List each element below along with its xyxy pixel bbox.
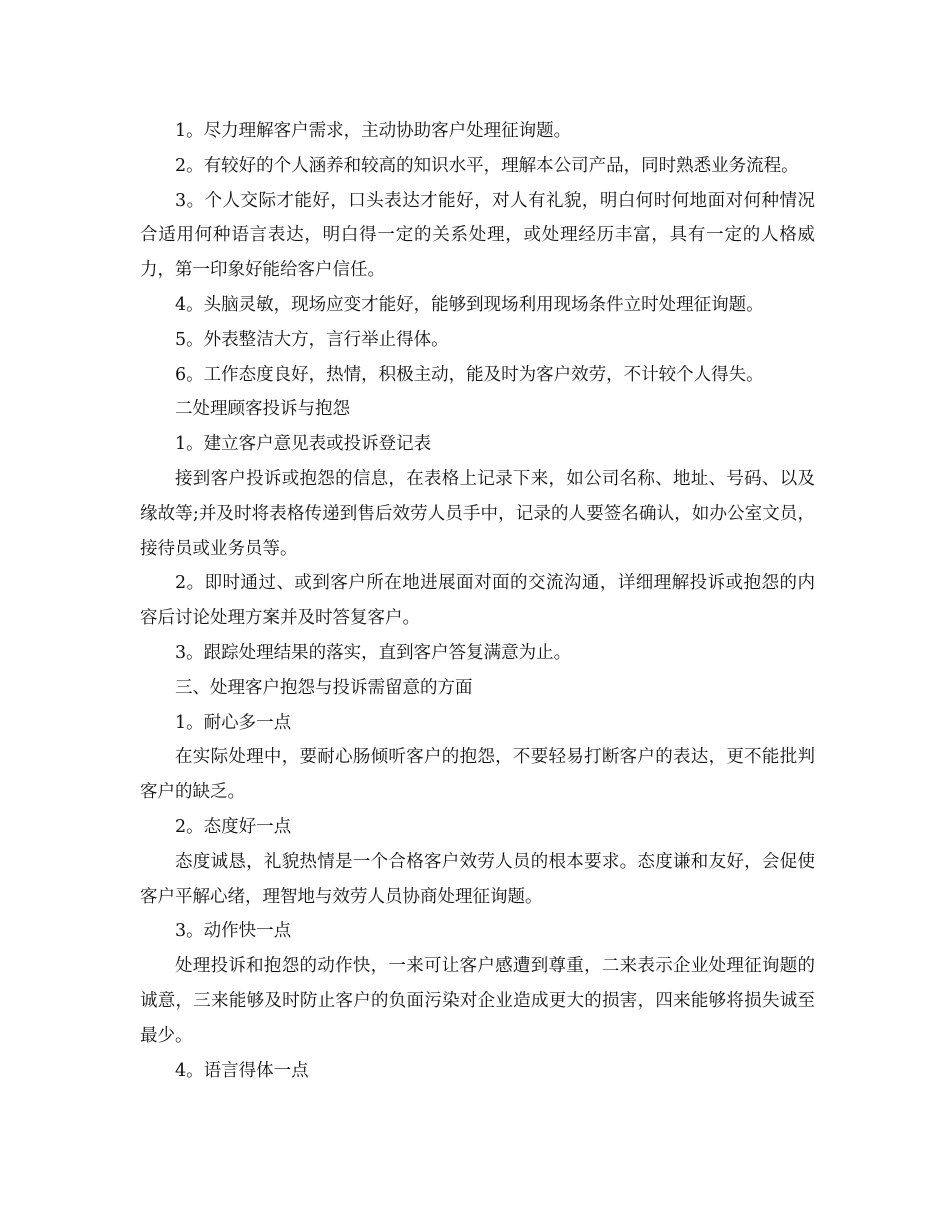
subsection-heading: 3。动作快一点 — [175, 921, 292, 942]
subsection-heading: 2。态度好一点 — [175, 816, 292, 837]
paragraph: 3。跟踪处理结果的落实，直到客户答复满意为止。 — [175, 642, 572, 663]
paragraph: 态度诚恳，礼貌热情是一个合格客户效劳人员的根本要求。态度谦和友好，会促使客户平解心绪，理智地与效劳人员协商处理征询题。 — [140, 851, 815, 907]
paragraph: 2。有较好的个人涵养和较高的知识水平，理解本公司产品，同时熟悉业务流程。 — [175, 155, 799, 176]
paragraph: 在实际处理中，要耐心肠倾听客户的抱怨，不要轻易打断客户的表达，更不能批判客户的缺乏。 — [140, 747, 815, 803]
section-heading: 二处理顾客投诉与抱怨 — [175, 399, 350, 420]
subsection-heading: 4。语言得体一点 — [175, 1060, 309, 1081]
subsection-heading: 1。耐心多一点 — [175, 712, 292, 733]
paragraph: 处理投诉和抱怨的动作快，一来可让客户感遭到尊重，二来表示企业处理征询题的诚意，三来能够及时防止客户的负面污染对企业造成更大的损害，四来能够将损失诚至最少。 — [140, 956, 815, 1046]
paragraph: 4。头脑灵敏，现场应变才能好，能够到现场利用现场条件立时处理征询题。 — [175, 294, 764, 315]
section-heading: 三、处理客户抱怨与投诉需留意的方面 — [175, 677, 473, 698]
paragraph: 3。个人交际才能好，口头表达才能好，对人有礼貌，明白何时何地面对何种情况合适用何种语言表达，明白得一定的关系处理，或处理经历丰富，具有一定的人格威力，第一印象好能给客户信任。 — [140, 190, 815, 281]
document-page — [140, 114, 815, 1088]
paragraph: 5。外表整洁大方，言行举止得体。 — [175, 329, 449, 350]
paragraph: 接到客户投诉或抱怨的信息，在表格上记录下来，如公司名称、地址、号码、以及缘故等;并及时将表格传递到售后效劳人员手中，记录的人要签名确认，如办公室文员，接待员或业务员等。 — [140, 468, 815, 559]
paragraph: 2。即时通过、或到客户所在地进展面对面的交流沟通，详细理解投诉或抱怨的内容后讨论处理方案并及时答复客户。 — [140, 573, 815, 629]
paragraph: 6。工作态度良好，热情，积极主动，能及时为客户效劳，不计较个人得失。 — [175, 364, 764, 385]
subsection-heading: 1。建立客户意见表或投诉登记表 — [175, 434, 432, 455]
paragraph: 1。尽力理解客户需求，主动协助客户处理征询题。 — [175, 121, 572, 141]
